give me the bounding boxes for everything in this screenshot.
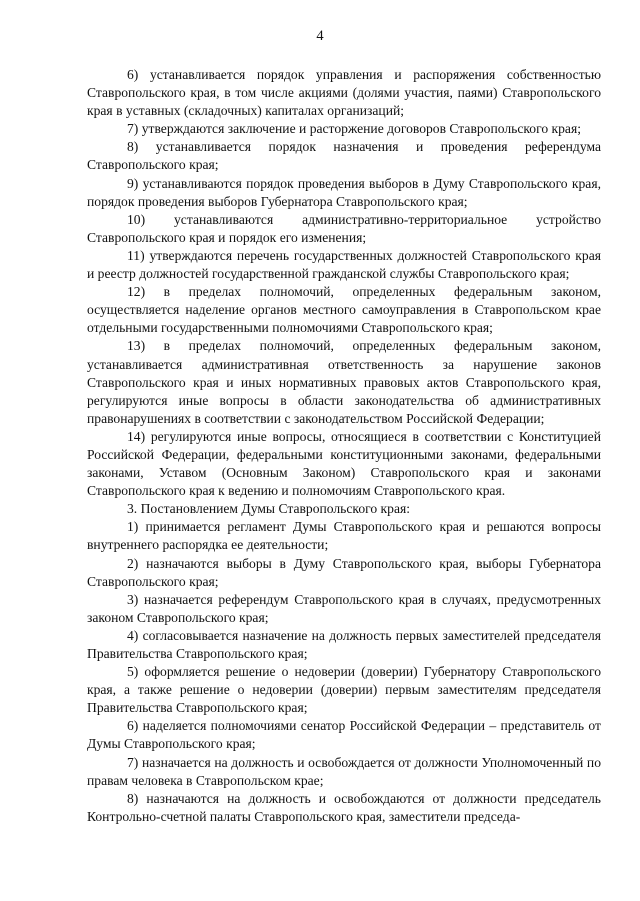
paragraph: 4) согласовывается назначение на должность первых заместителей председателя Правительства Ставропольского края;	[87, 627, 601, 661]
paragraph: 6) устанавливается порядок управления и распоряжения собственностью Ставропольского края, в том числе акциями (долями участия, паями) Ставропольского края в уставных (складочных) капиталах организаций;	[87, 67, 601, 119]
section-heading: 3. Постановлением Думы Ставропольского края:	[127, 501, 411, 517]
paragraph: 8) устанавливается порядок назначения и проведения референдума Ставропольского края;	[87, 139, 601, 173]
paragraph: 8) назначаются на должность и освобождаются от должности председатель Контрольно-счетной палаты Ставропольского края, заместители председа-	[87, 790, 601, 824]
page-number: 4	[316, 28, 324, 44]
paragraph: 11) утверждаются перечень государственных должностей Ставропольского края и реестр должностей государственной гражданской службы Ставропольского края;	[87, 247, 601, 282]
paragraph: 12) в пределах полномочий, определенных федеральным законом, осуществляется наделение органов местного самоуправления в Ставропольском крае отдельными государственными полномочиями Ставропольского края;	[87, 284, 601, 336]
paragraph: 2) назначаются выборы в Думу Ставропольского края, выборы Губернатора Ставропольского края;	[87, 555, 601, 589]
paragraph: 6) наделяется полномочиями сенатор Российской Федерации – представитель от Думы Ставропольского края;	[87, 718, 601, 752]
paragraph: 7) назначается на должность и освобождается от должности Уполномоченный по правам человека в Ставропольском крае;	[87, 754, 601, 788]
paragraph: 13) в пределах полномочий, определенных федеральным законом, устанавливается административная ответственность за нарушение законов Ставропольского края и иных нормативных правовых актов Ставропольского края, регулируются иные вопросы в области законодательства об административных правонарушениях в соответствии с законодательством Российской Федерации;	[87, 338, 601, 426]
paragraph: 1) принимается регламент Думы Ставропольского края и решаются вопросы внутреннего распорядка ее деятельности;	[87, 519, 601, 553]
paragraph: 9) устанавливаются порядок проведения выборов в Думу Ставропольского края, порядок проведения выборов Губернатора Ставропольского края;	[87, 175, 601, 209]
paragraph: 14) регулируются иные вопросы, относящиеся в соответствии с Конституцией Российской Федерации, федеральными конституционными законами, федеральными законами, Уставом (Основным Законом) Ставропольского края и законами Ставропольского края к ведению и полномочиям Ставропольского края.	[87, 428, 601, 499]
paragraph: 5) оформляется решение о недоверии (доверии) Губернатору Ставропольского края, а также решение о недоверии (доверии) первым заместителям председателя Правительства Ставропольского края;	[87, 664, 601, 716]
paragraph: 3) назначается референдум Ставропольского края в случаях, предусмотренных законом Ставропольского края;	[87, 591, 601, 625]
document-body	[87, 66, 601, 826]
paragraph: 7) утверждаются заключение и расторжение договоров Ставропольского края;	[127, 121, 581, 137]
paragraph: 10) устанавливаются административно-территориальное устройство Ставропольского края и порядок его изменения;	[87, 211, 601, 245]
